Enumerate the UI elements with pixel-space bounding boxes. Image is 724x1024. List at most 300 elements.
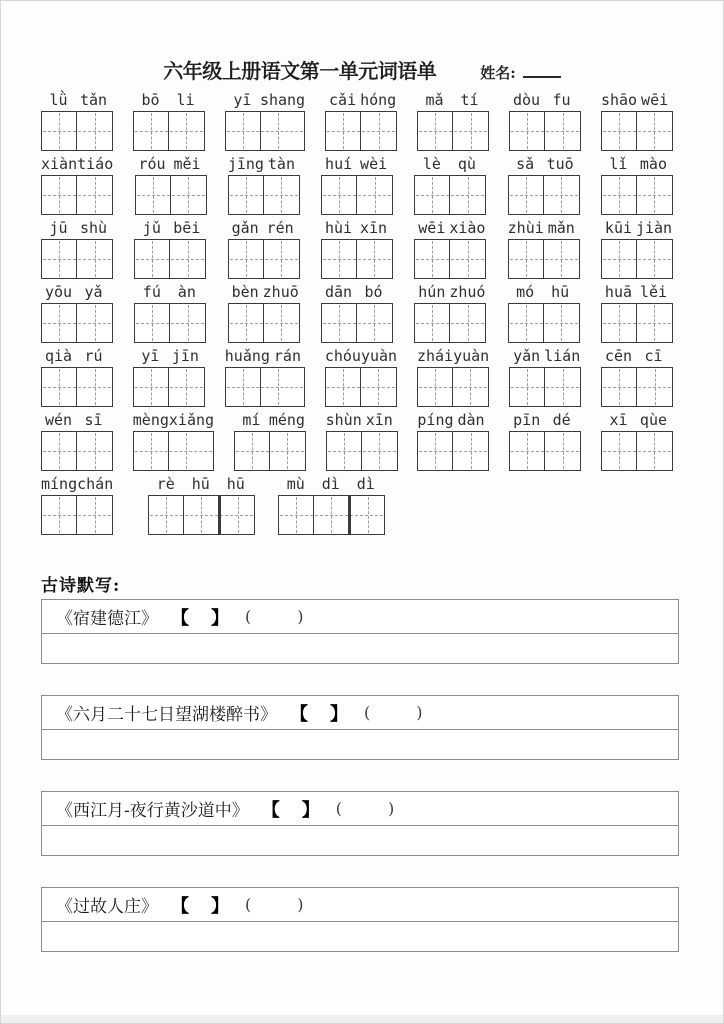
pinyin-syllable: hùi (324, 219, 353, 237)
pinyin-syllable: sī (84, 411, 103, 429)
word-item (135, 155, 207, 215)
poem-answer-blank (42, 922, 678, 951)
pinyin-label (41, 283, 113, 302)
writing-grid (508, 239, 580, 279)
writing-cell (77, 432, 112, 470)
pinyin-syllable: hóng (360, 91, 397, 109)
pinyin-syllable: qià (44, 347, 73, 365)
writing-grid (228, 175, 300, 215)
pinyin-syllable: pīn (513, 411, 541, 429)
pinyin-label (41, 411, 113, 430)
author-bracket-close: 】 (301, 799, 320, 821)
pinyin-syllable: shùn (325, 411, 362, 429)
writing-grid (228, 303, 300, 343)
pinyin-syllable: lěi (639, 283, 668, 301)
pinyin-label (601, 283, 673, 302)
writing-cell (450, 176, 485, 214)
pinyin-syllable: xīn (365, 411, 393, 429)
word-item (228, 283, 300, 343)
word-item (133, 347, 205, 407)
pinyin-label (601, 347, 673, 366)
writing-grid (41, 111, 113, 151)
author-bracket-open: 【 (171, 607, 189, 629)
pinyin-syllable: dàn (457, 411, 485, 429)
writing-cell (77, 112, 112, 150)
pinyin-label (41, 347, 113, 366)
pinyin-syllable: yī (141, 347, 160, 365)
word-item (601, 283, 673, 343)
pinyin-syllable: tǎn (79, 91, 108, 109)
name-label: 姓名: (480, 64, 516, 82)
pinyin-label (41, 91, 113, 110)
writing-grid (225, 111, 305, 151)
writing-grid (225, 367, 305, 407)
writing-cell (637, 368, 672, 406)
author-bracket-close: 】 (211, 895, 229, 917)
pinyin-syllable: xiǎng (168, 411, 215, 429)
author-bracket-close: 】 (330, 703, 348, 725)
pinyin-syllable: cǎi (329, 91, 357, 109)
writing-cell (135, 304, 170, 342)
writing-cell (545, 432, 580, 470)
pinyin-syllable: huǎng (224, 347, 270, 365)
pinyin-syllable: fú (142, 283, 161, 301)
pinyin-syllable: hún (418, 283, 446, 301)
writing-cell (264, 176, 299, 214)
writing-cell (42, 304, 77, 342)
pinyin-syllable: rè (156, 475, 175, 493)
writing-cell (453, 432, 488, 470)
pinyin-syllable: jīng (227, 155, 264, 173)
writing-cell (510, 432, 545, 470)
pinyin-label (325, 91, 397, 110)
poem-answer-blank (42, 826, 678, 855)
writing-cell (229, 240, 264, 278)
writing-grid (601, 431, 673, 471)
writing-cell (279, 496, 314, 534)
author-bracket-close: 】 (211, 607, 229, 629)
writing-cell (450, 304, 485, 342)
word-item (601, 91, 673, 151)
poem-answer-blank (42, 730, 678, 759)
word-item (414, 283, 486, 343)
writing-grid (133, 367, 205, 407)
pinyin-syllable: zhuō (262, 283, 299, 301)
writing-cell (357, 176, 392, 214)
writing-cell (77, 496, 112, 534)
pinyin-label (601, 219, 673, 238)
pinyin-syllable: yǎn (513, 347, 541, 365)
pinyin-label (225, 347, 305, 366)
pinyin-syllable: li (176, 91, 195, 109)
writing-cell (184, 496, 219, 534)
writing-cell (169, 368, 204, 406)
pinyin-syllable: tiáo (77, 155, 114, 173)
writing-cell (170, 304, 205, 342)
word-item (41, 347, 113, 407)
pinyin-syllable: fu (552, 91, 571, 109)
pinyin-label (414, 219, 486, 238)
word-item (133, 411, 214, 471)
pinyin-syllable: bēi (173, 219, 201, 237)
writing-grid (601, 111, 673, 151)
writing-cell (361, 112, 396, 150)
word-item (417, 347, 489, 407)
pinyin-syllable: wēi (418, 219, 446, 237)
pinyin-syllable: qùe (639, 411, 668, 429)
writing-cell (135, 240, 170, 278)
pinyin-label (414, 155, 486, 174)
writing-grid (41, 495, 113, 535)
writing-cell (326, 368, 361, 406)
pinyin-syllable: dé (552, 411, 571, 429)
writing-cell (602, 176, 637, 214)
pinyin-label (508, 283, 580, 302)
word-item (41, 219, 113, 279)
writing-cell (602, 112, 637, 150)
writing-cell (77, 304, 112, 342)
writing-grid (133, 431, 214, 471)
word-item (509, 411, 581, 471)
writing-grid (417, 111, 489, 151)
writing-grid (234, 431, 306, 471)
writing-cell (509, 304, 544, 342)
writing-cell (149, 496, 184, 534)
word-item (601, 155, 673, 215)
pinyin-label (508, 155, 580, 174)
pinyin-label (228, 219, 300, 238)
pinyin-syllable: yǎ (84, 283, 103, 301)
writing-cell (509, 176, 544, 214)
writing-grid (134, 239, 206, 279)
writing-cell (326, 112, 361, 150)
pinyin-label (601, 155, 673, 174)
pinyin-label (509, 91, 581, 110)
author-bracket-open: 【 (171, 895, 189, 917)
word-item (601, 411, 673, 471)
writing-cell (77, 240, 112, 278)
writing-grid (326, 431, 398, 471)
writing-cell (77, 176, 112, 214)
pinyin-syllable: píng (417, 411, 454, 429)
pinyin-syllable: mù (286, 475, 305, 493)
word-item (601, 219, 673, 279)
poem-box (41, 887, 679, 952)
pinyin-label (417, 347, 489, 366)
dynasty-paren-open: ( (364, 703, 371, 722)
writing-cell (544, 240, 579, 278)
pinyin-syllable: àn (177, 283, 196, 301)
writing-grid (321, 239, 393, 279)
pinyin-syllable: xiào (449, 219, 486, 237)
dictation-heading: 古诗默写: (41, 576, 121, 596)
writing-cell (169, 112, 204, 150)
pinyin-syllable: bó (364, 283, 383, 301)
writing-cell (418, 368, 453, 406)
poetry-dictation-section (41, 571, 679, 952)
writing-cell (42, 176, 77, 214)
word-item (601, 347, 673, 407)
writing-cell (602, 432, 637, 470)
writing-grid (41, 175, 113, 215)
pinyin-syllable: hū (226, 475, 245, 493)
pinyin-syllable: zhái (416, 347, 454, 365)
pinyin-syllable: yuàn (453, 347, 490, 365)
word-item (228, 155, 300, 215)
pinyin-label (508, 219, 580, 238)
writing-cell (545, 112, 580, 150)
writing-grid (508, 303, 580, 343)
writing-cell (602, 240, 637, 278)
pinyin-syllable: chán (77, 475, 114, 493)
writing-cell (349, 496, 384, 534)
writing-cell (637, 304, 672, 342)
pinyin-label (321, 155, 393, 174)
writing-cell (418, 432, 453, 470)
writing-cell (264, 240, 299, 278)
pinyin-syllable: dì (356, 475, 375, 493)
writing-cell (219, 496, 254, 534)
pinyin-syllable: lè (422, 155, 441, 173)
writing-grid (508, 175, 580, 215)
writing-grid (601, 175, 673, 215)
writing-cell (510, 368, 545, 406)
writing-cell (637, 240, 672, 278)
word-row (41, 411, 673, 471)
pinyin-label (135, 155, 207, 174)
word-item (325, 91, 397, 151)
pinyin-syllable: wēi (641, 91, 669, 109)
writing-cell (415, 304, 450, 342)
word-row (41, 155, 673, 215)
pinyin-label (417, 411, 489, 430)
pinyin-syllable: rú (84, 347, 103, 365)
writing-cell (77, 368, 112, 406)
pinyin-label (133, 411, 214, 430)
dynasty-paren-close: ) (297, 895, 304, 914)
pinyin-syllable: mào (639, 155, 667, 173)
writing-grid (135, 175, 207, 215)
writing-grid (41, 303, 113, 343)
pinyin-syllable: rén (266, 219, 294, 237)
pinyin-syllable: jū (49, 219, 68, 237)
poem-title-row (42, 696, 678, 730)
pinyin-syllable: cēn (604, 347, 633, 365)
pinyin-syllable: míng (41, 475, 78, 493)
pinyin-label (509, 347, 581, 366)
writing-cell (637, 176, 672, 214)
writing-cell (226, 112, 261, 150)
writing-cell (637, 112, 672, 150)
writing-cell (42, 240, 77, 278)
writing-cell (453, 368, 488, 406)
pinyin-syllable: tuō (546, 155, 574, 173)
pinyin-label (325, 347, 397, 366)
poem-title-row (42, 888, 678, 922)
header (1, 55, 723, 84)
pinyin-syllable: huā (604, 283, 633, 301)
writing-cell (415, 240, 450, 278)
pinyin-syllable: róu (138, 155, 166, 173)
writing-cell (229, 176, 264, 214)
writing-cell (136, 176, 171, 214)
writing-cell (270, 432, 305, 470)
pinyin-label (228, 283, 300, 302)
word-item (321, 219, 393, 279)
pinyin-label (321, 219, 393, 238)
dynasty-paren-open: ( (245, 607, 252, 626)
writing-grid (414, 175, 486, 215)
word-item (41, 155, 113, 215)
pinyin-syllable: mí (242, 411, 261, 429)
writing-cell (235, 432, 270, 470)
word-row (41, 91, 673, 151)
dynasty-paren-close: ) (416, 703, 423, 722)
pinyin-syllable: lǜ (49, 91, 68, 109)
writing-grid (325, 111, 397, 151)
pinyin-syllable: mǎ (425, 91, 444, 109)
word-item (41, 283, 113, 343)
writing-grid (41, 367, 113, 407)
word-item (228, 219, 300, 279)
pinyin-syllable: qù (457, 155, 476, 173)
writing-grid (601, 303, 673, 343)
pinyin-syllable: mó (516, 283, 535, 301)
pinyin-label (326, 411, 398, 430)
page-title: 六年级上册语文第一单元词语单 (163, 59, 437, 83)
word-item (133, 91, 205, 151)
pinyin-syllable: chóu (324, 347, 361, 365)
writing-grid (278, 495, 385, 535)
pinyin-syllable: xī (609, 411, 628, 429)
word-item (414, 155, 486, 215)
pinyin-syllable: yī (233, 91, 252, 109)
pinyin-label (41, 155, 113, 174)
pinyin-syllable: sǎ (516, 155, 535, 173)
writing-cell (171, 176, 206, 214)
writing-cell (545, 368, 580, 406)
pinyin-syllable: wèi (360, 155, 388, 173)
word-item (417, 91, 489, 151)
pinyin-label (278, 475, 385, 494)
word-item (509, 91, 581, 151)
pinyin-syllable: xīn (359, 219, 388, 237)
pinyin-syllable: zhuó (449, 283, 486, 301)
pinyin-label (133, 91, 205, 110)
writing-grid (509, 431, 581, 471)
name-blank-line (523, 66, 561, 78)
pinyin-syllable: bō (141, 91, 160, 109)
word-item (508, 283, 580, 343)
poem-box (41, 791, 679, 856)
writing-grid (601, 239, 673, 279)
writing-cell (42, 432, 77, 470)
poem-title: 《西江月-夜行黄沙道中》 (56, 801, 249, 821)
pinyin-label (234, 411, 306, 430)
writing-cell (42, 496, 77, 534)
pinyin-syllable: xiàn (41, 155, 78, 173)
word-grid-section (41, 91, 673, 535)
pinyin-syllable: dì (321, 475, 340, 493)
pinyin-label (228, 155, 300, 174)
pinyin-label (601, 91, 673, 110)
pinyin-syllable: lián (544, 347, 581, 365)
pinyin-syllable: hū (191, 475, 210, 493)
pinyin-syllable: kūi (604, 219, 633, 237)
writing-cell (361, 368, 396, 406)
poem-title-row (42, 600, 678, 634)
pinyin-syllable: yōu (44, 283, 73, 301)
pinyin-syllable: shang (259, 91, 306, 109)
writing-grid (41, 239, 113, 279)
writing-grid (321, 303, 393, 343)
poem-box (41, 695, 679, 760)
dynasty-paren-close: ) (388, 799, 395, 818)
pinyin-syllable: cī (644, 347, 663, 365)
writing-cell (314, 496, 349, 534)
writing-cell (42, 112, 77, 150)
pinyin-syllable: shù (79, 219, 108, 237)
pinyin-syllable: jīn (171, 347, 199, 365)
word-item (234, 411, 306, 471)
writing-grid (325, 367, 397, 407)
writing-grid (509, 367, 581, 407)
writing-cell (544, 176, 579, 214)
writing-cell (362, 432, 397, 470)
word-item (321, 283, 393, 343)
writing-cell (602, 368, 637, 406)
pinyin-syllable: rán (273, 347, 301, 365)
word-item (417, 411, 489, 471)
writing-cell (418, 112, 453, 150)
pinyin-syllable: tí (460, 91, 479, 109)
dynasty-paren-open: ( (335, 799, 342, 818)
pinyin-label (417, 91, 489, 110)
writing-cell (169, 432, 204, 470)
pinyin-syllable: hū (551, 283, 570, 301)
word-item (134, 283, 206, 343)
writing-grid (417, 367, 489, 407)
poem-title-row (42, 792, 678, 826)
pinyin-syllable: mèng (132, 411, 169, 429)
writing-grid (228, 239, 300, 279)
word-item (41, 411, 113, 471)
writing-cell (229, 304, 264, 342)
pinyin-label (41, 219, 113, 238)
pinyin-syllable: méng (268, 411, 305, 429)
writing-grid (133, 111, 205, 151)
writing-cell (261, 368, 296, 406)
poem-list (41, 599, 679, 952)
writing-cell (322, 176, 357, 214)
writing-grid (321, 175, 393, 215)
writing-cell (450, 240, 485, 278)
word-item (326, 411, 398, 471)
word-item (325, 347, 397, 407)
writing-cell (170, 240, 205, 278)
writing-cell (261, 112, 296, 150)
writing-cell (322, 304, 357, 342)
pinyin-syllable: wén (44, 411, 73, 429)
writing-grid (509, 111, 581, 151)
writing-cell (134, 368, 169, 406)
word-item (509, 347, 581, 407)
poem-title: 《六月二十七日望湖楼醉书》 (56, 705, 277, 725)
writing-grid (134, 303, 206, 343)
word-item (41, 475, 113, 535)
pinyin-syllable: lǐ (609, 155, 628, 173)
pinyin-label (134, 283, 206, 302)
